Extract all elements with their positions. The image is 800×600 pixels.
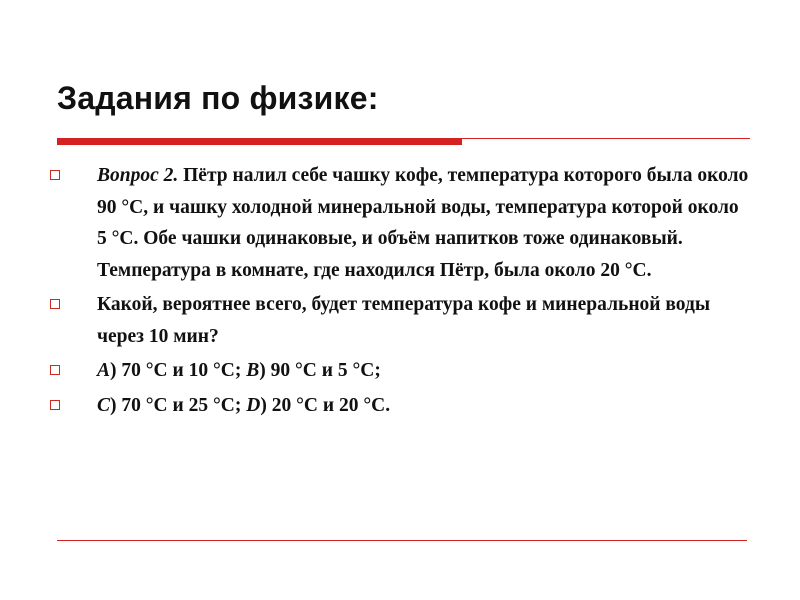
square-outline-icon [50,299,60,309]
list-item-question [50,160,750,286]
question-text: Пётр налил себе чашку кофе, температура которого была около 90 °С, и чашку холодной минеральной воды, температура которой около 5 °С. Обе чашки одинаковые, и объём напитков тоже одинаковый. Температура в комнате, где находился Пётр, была около 20 °С. [97,165,749,281]
title-underline-thick [57,138,462,145]
square-outline-icon [50,400,60,410]
option-d-letter: D [246,394,261,416]
list-item-prompt [50,289,750,352]
option-c-letter: C [97,394,111,416]
slide-content [50,160,750,424]
option-d-text: ) 20 °С и 20 °С. [260,394,391,416]
option-c-text: ) 70 °С и 25 °С; [110,394,247,416]
square-outline-icon [50,365,60,375]
slide-title: Задания по физике: [57,80,379,116]
title-underline-thin [462,138,750,139]
option-b-text: ) 90 °С и 5 °С; [259,360,381,381]
option-b-letter: B [246,360,260,381]
list-item-options-cd [50,390,750,422]
square-outline-icon [50,170,60,180]
footer-divider [57,540,747,541]
question-label: Вопрос 2. [97,165,179,186]
option-a-letter: A [97,360,111,381]
option-a-text: ) 70 °С и 10 °С; [110,360,247,381]
list-item-options-ab [50,355,750,387]
prompt-text: Какой, вероятнее всего, будет температура кофе и минеральной воды через 10 мин? [97,294,711,347]
